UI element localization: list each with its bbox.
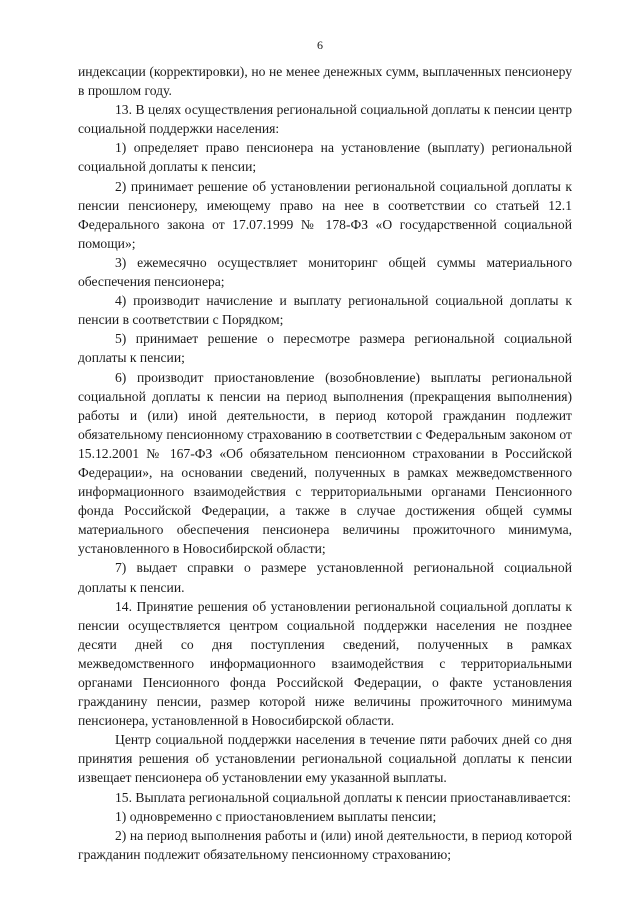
paragraph-item-15-2: 2) на период выполнения работы и (или) иной деятельности, в период которой гражданин подлежит обязательному пенсионному страхованию;: [78, 827, 572, 862]
paragraph-continuation: индексации (корректировки), но не менее денежных сумм, выплаченных пенсионеру в прошлом году.: [78, 64, 572, 99]
document-body: [78, 62, 572, 864]
paragraph-item-13-4: 4) производит начисление и выплату региональной социальной доплаты к пенсии в соответствии с Порядком;: [78, 293, 572, 328]
paragraph-item-15: 15. Выплата региональной социальной доплаты к пенсии приостанавливается:: [115, 789, 571, 805]
paragraph-item-13-6: 6) производит приостановление (возобновление) выплаты региональной социальной доплаты к пенсии на период выполнения (прекращения выполнения) работы и (или) иной деятельности, в период которой гражданин подлежит обязательному пенсионному страхованию в соответствии с Федеральным законом от 15.12.2001 № 167-ФЗ «Об обязательном пенсионном страховании в Российской Федерации», на основании сведений, полученных в рамках межведомственного информационного взаимодействия с территориальными органами Пенсионного фонда Российской Федерации, а также в случае достижения общей суммы материального обеспечения пенсионера величины прожиточного минимума, установленного в Новосибирской области;: [78, 369, 572, 557]
paragraph-item-14: 14. Принятие решения об установлении региональной социальной доплаты к пенсии осуществляется центром социальной поддержки населения не позднее десяти дней со дня поступления сведений, полученных в рамках межведомственного информационного взаимодействия с территориальными органами Пенсионного фонда Российской Федерации, о факте установления гражданину пенсии, размер которой ниже величины прожиточного минимума пенсионера, установленной в Новосибирской области.: [78, 598, 572, 729]
paragraph-item-15-1: 1) одновременно с приостановлением выплаты пенсии;: [115, 808, 437, 824]
paragraph-item-13-5: 5) принимает решение о пересмотре размера региональной социальной доплаты к пенсии;: [78, 331, 572, 366]
page-number: 6: [317, 38, 323, 52]
paragraph-item-13-2: 2) принимает решение об установлении региональной социальной доплаты к пенсии пенсионеру, имеющему право на нее в соответствии со статьей 12.1 Федерального закона от 17.07.1999 № 178-ФЗ «О государственной социальной помощи»;: [78, 178, 572, 251]
paragraph-item-13-7: 7) выдает справки о размере установленной региональной социальной доплаты к пенсии.: [78, 560, 572, 595]
paragraph-item-13-3: 3) ежемесячно осуществляет мониторинг общей суммы материального обеспечения пенсионера;: [78, 254, 572, 290]
paragraph-item-13: 13. В целях осуществления региональной социальной доплаты к пенсии центр социальной поддержки населения:: [78, 102, 572, 137]
paragraph-item-13-1: 1) определяет право пенсионера на установление (выплату) региональной социальной доплаты к пенсии;: [78, 140, 572, 175]
paragraph-item-14-notice: Центр социальной поддержки населения в течение пяти рабочих дней со дня принятия решения об установлении региональной социальной доплаты к пенсии извещает пенсионера об установлении ему указанной выплаты.: [78, 732, 572, 786]
